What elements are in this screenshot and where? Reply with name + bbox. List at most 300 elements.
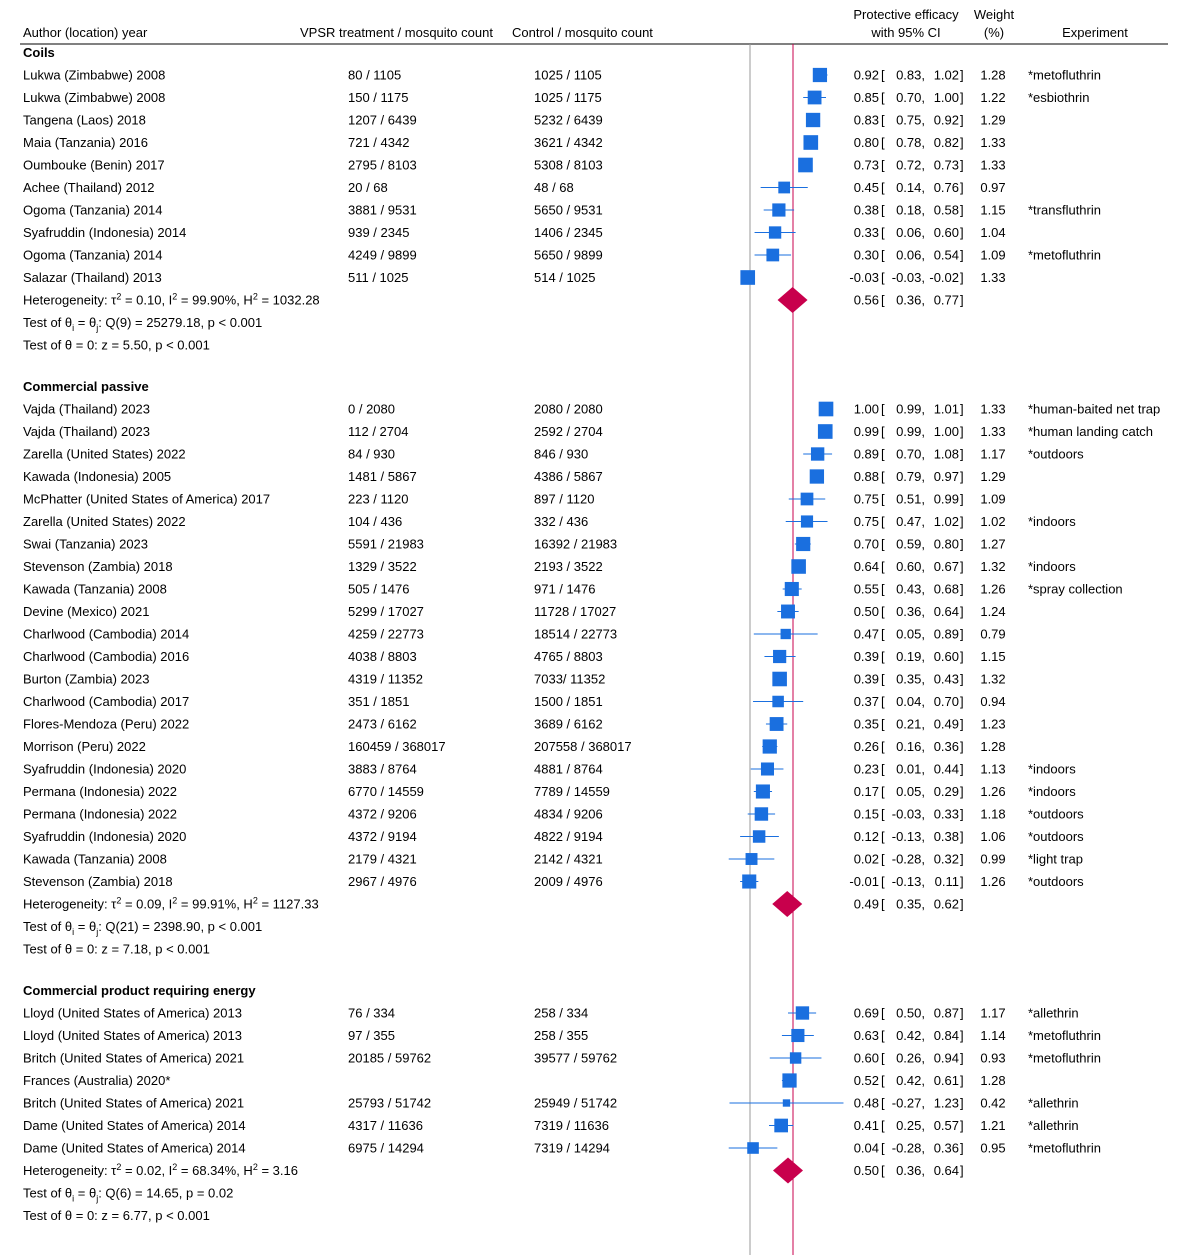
q-test-text: Test of $\theta_i = \theta_j$: Q(9) = 25279.18, p < 0.001 xyxy=(23,315,263,333)
header-effect-line2: with 95% CI xyxy=(871,25,941,40)
ci-lower: 0.14, xyxy=(896,180,925,195)
study-marker xyxy=(783,1099,790,1106)
ci-open-bracket: [ xyxy=(881,157,885,173)
study-row xyxy=(23,90,1089,105)
treatment-count: 76 / 334 xyxy=(348,1005,395,1021)
ci-close-bracket: ] xyxy=(960,491,964,507)
control-count: 207558 / 368017 xyxy=(534,739,632,754)
study-row xyxy=(23,694,1006,709)
study-ci xyxy=(854,469,964,484)
ci-close-bracket: ] xyxy=(960,514,964,529)
treatment-count: 25793 / 51742 xyxy=(348,1095,432,1111)
study-weight: 1.28 xyxy=(980,739,1006,754)
study-marker xyxy=(819,402,834,417)
ci-open-bracket: [ xyxy=(881,112,885,128)
study-ci xyxy=(849,270,963,285)
control-count: 4822 / 9194 xyxy=(534,829,603,844)
study-row xyxy=(23,1096,1079,1111)
ci-open-bracket: [ xyxy=(881,424,885,439)
control-count: 514 / 1025 xyxy=(534,270,596,285)
study-row xyxy=(23,514,1076,529)
ci-estimate: 0.12 xyxy=(853,829,879,844)
study-label: Tangena (Laos) 2018 xyxy=(23,112,146,128)
q-test-text: Test of $\theta_i = \theta_j$: Q(21) = 2398.90, p < 0.001 xyxy=(23,919,263,937)
study-marker xyxy=(740,270,755,285)
experiment-label: *indoors xyxy=(1028,761,1076,777)
study-label: Ogoma (Tanzania) 2014 xyxy=(23,247,163,263)
ci-upper: 0.61 xyxy=(933,1073,959,1088)
study-label: Kawada (Tanzania) 2008 xyxy=(23,581,167,597)
study-ci xyxy=(854,248,964,263)
ci-lower: 0.36, xyxy=(896,1163,925,1178)
ci-close-bracket: ] xyxy=(960,671,964,687)
treatment-count: 4372 / 9194 xyxy=(348,829,417,844)
study-row xyxy=(23,135,1006,150)
ci-open-bracket: [ xyxy=(881,90,885,105)
study-ci xyxy=(854,717,964,732)
z-test-text: Test of θ = 0: z = 5.50, p < 0.001 xyxy=(23,337,210,353)
study-label: Kawada (Indonesia) 2005 xyxy=(23,469,172,484)
study-ci xyxy=(854,203,964,218)
study-weight: 1.18 xyxy=(980,806,1006,822)
ci-estimate: 0.92 xyxy=(853,67,879,83)
control-count: 4881 / 8764 xyxy=(534,761,603,777)
study-row xyxy=(23,649,1006,664)
treatment-count: 5299 / 17027 xyxy=(348,604,424,619)
ci-close-bracket: ] xyxy=(960,424,964,439)
ci-estimate: 0.89 xyxy=(853,446,879,462)
experiment-label: *metofluthrin xyxy=(1028,247,1101,263)
ci-estimate: 0.63 xyxy=(853,1028,879,1043)
study-label: Charlwood (Cambodia) 2014 xyxy=(23,626,190,642)
ci-open-bracket: [ xyxy=(881,739,885,754)
study-row xyxy=(23,672,1006,687)
treatment-count: 511 / 1025 xyxy=(348,270,409,285)
treatment-count: 5591 / 21983 xyxy=(348,536,424,552)
treatment-count: 3881 / 9531 xyxy=(348,202,417,218)
study-weight: 1.06 xyxy=(980,829,1006,844)
study-label: Morrison (Peru) 2022 xyxy=(23,739,146,754)
ci-estimate: 0.39 xyxy=(853,671,879,687)
header-row xyxy=(20,7,1168,44)
ci-estimate: 0.75 xyxy=(853,514,879,529)
ci-upper: 0.94 xyxy=(933,1050,959,1066)
study-label: Stevenson (Zambia) 2018 xyxy=(23,559,173,574)
treatment-count: 6975 / 14294 xyxy=(348,1140,424,1156)
control-count: 16392 / 21983 xyxy=(534,536,618,552)
header-treatment: VPSR treatment / mosquito count xyxy=(300,25,493,40)
ci-open-bracket: [ xyxy=(881,626,885,642)
treatment-count: 223 / 1120 xyxy=(348,491,409,507)
study-weight: 1.29 xyxy=(980,112,1006,128)
group-title: Commercial product requiring energy xyxy=(23,983,256,998)
study-marker xyxy=(791,559,806,574)
treatment-count: 2473 / 6162 xyxy=(348,716,417,732)
ci-close-bracket: ] xyxy=(960,694,964,709)
ci-estimate: 0.56 xyxy=(853,292,879,308)
study-marker xyxy=(798,158,813,173)
ci-lower: 0.79, xyxy=(896,469,925,484)
ci-close-bracket: ] xyxy=(960,829,964,844)
ci-open-bracket: [ xyxy=(881,784,885,799)
ci-open-bracket: [ xyxy=(881,716,885,732)
ci-estimate: 0.99 xyxy=(853,424,879,439)
q-test-row xyxy=(23,919,262,937)
study-ci xyxy=(854,90,964,105)
ci-upper: 1.02 xyxy=(933,67,959,83)
study-label: Salazar (Thailand) 2013 xyxy=(23,270,162,285)
ci-open-bracket: [ xyxy=(881,806,885,822)
study-ci xyxy=(854,1141,964,1156)
ci-close-bracket: ] xyxy=(960,292,964,308)
treatment-count: 939 / 2345 xyxy=(348,225,410,240)
ci-upper: 0.76 xyxy=(933,180,959,195)
study-ci xyxy=(854,492,964,507)
study-row xyxy=(23,180,1006,195)
header-control: Control / mosquito count xyxy=(512,25,653,40)
ci-estimate: 0.49 xyxy=(853,896,879,912)
ci-upper: 0.44 xyxy=(933,761,959,777)
control-count: 4834 / 9206 xyxy=(534,806,603,822)
ci-upper: 0.97 xyxy=(933,469,959,484)
group-title: Commercial passive xyxy=(23,379,149,394)
ci-open-bracket: [ xyxy=(881,851,885,867)
ci-upper: 1.01 xyxy=(933,401,959,417)
ci-lower: 0.75, xyxy=(896,112,925,128)
study-ci xyxy=(854,829,964,844)
ci-close-bracket: ] xyxy=(960,67,964,83)
ci-upper: 0.82 xyxy=(933,135,959,150)
control-count: 39577 / 59762 xyxy=(534,1050,618,1066)
study-weight: 1.28 xyxy=(980,1073,1006,1088)
ci-lower: 0.78, xyxy=(896,135,925,150)
z-test-text: Test of θ = 0: z = 6.77, p < 0.001 xyxy=(23,1208,210,1223)
ci-upper: 0.60 xyxy=(933,225,959,240)
heterogeneity-row xyxy=(23,287,964,313)
z-test-text: Test of θ = 0: z = 7.18, p < 0.001 xyxy=(23,941,210,957)
ci-open-bracket: [ xyxy=(881,67,885,83)
ci-open-bracket: [ xyxy=(881,247,885,263)
experiment-label: *esbiothrin xyxy=(1028,90,1090,105)
ci-close-bracket: ] xyxy=(960,1163,964,1178)
treatment-count: 4319 / 11352 xyxy=(348,671,423,687)
experiment-label: *outdoors xyxy=(1028,446,1084,462)
treatment-count: 2795 / 8103 xyxy=(348,157,417,173)
study-label: Lukwa (Zimbabwe) 2008 xyxy=(23,67,166,83)
control-count: 7789 / 14559 xyxy=(534,784,610,799)
treatment-count: 3883 / 8764 xyxy=(348,761,417,777)
ci-lower: -0.28, xyxy=(891,1140,925,1156)
ci-close-bracket: ] xyxy=(960,896,964,912)
ci-lower: -0.13, xyxy=(891,874,925,889)
study-row xyxy=(23,203,1101,218)
ci-upper: -0.02 xyxy=(929,270,959,285)
study-ci xyxy=(854,1118,964,1133)
q-test-row xyxy=(23,1186,233,1204)
ci-open-bracket: [ xyxy=(881,581,885,597)
treatment-count: 2967 / 4976 xyxy=(348,874,417,889)
study-ci xyxy=(854,649,964,664)
study-weight: 1.09 xyxy=(980,491,1006,507)
control-count: 846 / 930 xyxy=(534,446,589,462)
ci-estimate: 0.80 xyxy=(853,135,879,150)
ci-close-bracket: ] xyxy=(960,135,964,150)
ci-open-bracket: [ xyxy=(881,536,885,552)
ci-estimate: 0.02 xyxy=(853,851,879,867)
ci-close-bracket: ] xyxy=(960,649,964,664)
ci-close-bracket: ] xyxy=(960,1095,964,1111)
control-count: 7033/ 11352 xyxy=(534,671,606,687)
ci-close-bracket: ] xyxy=(960,851,964,867)
ci-upper: 0.54 xyxy=(933,247,959,263)
ci-upper: 0.73 xyxy=(933,157,959,173)
experiment-label: *metofluthrin xyxy=(1028,67,1101,83)
ci-open-bracket: [ xyxy=(881,446,885,462)
ci-lower: 0.36, xyxy=(896,604,925,619)
control-count: 5308 / 8103 xyxy=(534,157,603,173)
ci-open-bracket: [ xyxy=(881,649,885,664)
ci-upper: 0.64 xyxy=(933,604,959,619)
ci-open-bracket: [ xyxy=(881,292,885,308)
study-marker xyxy=(778,182,790,194)
ci-open-bracket: [ xyxy=(881,180,885,195)
study-weight: 0.93 xyxy=(980,1050,1006,1066)
experiment-label: *light trap xyxy=(1028,851,1083,867)
treatment-count: 351 / 1851 xyxy=(348,694,410,709)
study-weight: 0.97 xyxy=(980,180,1006,195)
ci-lower: 0.16, xyxy=(896,739,925,754)
header-experiment: Experiment xyxy=(1062,25,1128,40)
study-label: Syafruddin (Indonesia) 2020 xyxy=(23,829,187,844)
study-marker xyxy=(796,1006,809,1019)
ci-close-bracket: ] xyxy=(960,1028,964,1043)
ci-upper: 0.70 xyxy=(933,694,959,709)
control-count: 4765 / 8803 xyxy=(534,649,603,664)
study-weight: 1.26 xyxy=(980,784,1006,799)
heterogeneity-row xyxy=(23,891,964,917)
ci-estimate: 0.37 xyxy=(853,694,879,709)
study-weight: 0.79 xyxy=(980,626,1006,642)
ci-upper: 1.00 xyxy=(933,90,959,105)
study-weight: 1.09 xyxy=(980,247,1006,263)
ci-open-bracket: [ xyxy=(881,401,885,417)
treatment-count: 0 / 2080 xyxy=(348,401,395,417)
control-count: 5232 / 6439 xyxy=(534,112,603,128)
study-label: Britch (United States of America) 2021 xyxy=(23,1095,245,1111)
ci-upper: 0.36 xyxy=(933,739,959,754)
treatment-count: 505 / 1476 xyxy=(348,581,410,597)
study-weight: 1.13 xyxy=(980,761,1006,777)
study-ci xyxy=(854,807,964,822)
experiment-label: *metofluthrin xyxy=(1028,1140,1101,1156)
study-marker xyxy=(742,874,756,888)
study-label: Vajda (Thailand) 2023 xyxy=(23,401,150,417)
heterogeneity-row xyxy=(23,1158,964,1184)
control-count: 897 / 1120 xyxy=(534,491,595,507)
study-label: Flores-Mendoza (Peru) 2022 xyxy=(23,716,190,732)
study-marker xyxy=(782,1073,796,1087)
ci-lower: 0.72, xyxy=(896,157,925,173)
ci-upper: 0.29 xyxy=(933,784,959,799)
control-count: 4386 / 5867 xyxy=(534,469,603,484)
ci-lower: 0.83, xyxy=(896,67,925,83)
ci-upper: 0.80 xyxy=(933,536,959,552)
ci-open-bracket: [ xyxy=(881,1095,885,1111)
study-label: Stevenson (Zambia) 2018 xyxy=(23,874,173,889)
ci-open-bracket: [ xyxy=(881,514,885,529)
control-count: 332 / 436 xyxy=(534,514,589,529)
study-ci xyxy=(849,874,963,889)
ci-lower: 0.42, xyxy=(896,1073,925,1088)
ci-estimate: 0.23 xyxy=(853,761,879,777)
study-label: Devine (Mexico) 2021 xyxy=(23,604,150,619)
treatment-count: 2179 / 4321 xyxy=(348,851,417,867)
ci-close-bracket: ] xyxy=(960,874,964,889)
ci-close-bracket: ] xyxy=(960,581,964,597)
study-label: Lloyd (United States of America) 2013 xyxy=(23,1028,242,1043)
treatment-count: 721 / 4342 xyxy=(348,135,410,150)
study-ci xyxy=(854,402,964,417)
ci-lower: 0.36, xyxy=(896,292,925,308)
ci-lower: 0.04, xyxy=(896,694,925,709)
ci-close-bracket: ] xyxy=(960,626,964,642)
experiment-label: *allethrin xyxy=(1028,1118,1079,1133)
ci-close-bracket: ] xyxy=(960,1050,964,1066)
ci-close-bracket: ] xyxy=(960,806,964,822)
study-ci xyxy=(854,559,964,574)
ci-upper: 0.67 xyxy=(933,559,959,574)
study-marker xyxy=(761,762,774,775)
heterogeneity-text: Heterogeneity: $\tau^2 = 0.10$, $I^2 = 99.90\%$, $H^2 = 1032.28$ xyxy=(23,291,320,308)
study-marker xyxy=(806,113,820,127)
ci-open-bracket: [ xyxy=(881,559,885,574)
control-count: 971 / 1476 xyxy=(534,581,596,597)
ci-close-bracket: ] xyxy=(960,225,964,240)
ci-open-bracket: [ xyxy=(881,225,885,240)
study-weight: 1.33 xyxy=(980,135,1006,150)
treatment-count: 104 / 436 xyxy=(348,514,403,529)
ci-close-bracket: ] xyxy=(960,270,964,285)
study-weight: 1.27 xyxy=(980,536,1006,552)
study-ci xyxy=(854,68,964,83)
ci-estimate: 0.15 xyxy=(853,806,879,822)
control-count: 25949 / 51742 xyxy=(534,1095,618,1111)
study-ci xyxy=(854,514,964,529)
study-label: Charlwood (Cambodia) 2017 xyxy=(23,694,190,709)
study-row xyxy=(23,1141,1101,1156)
ci-open-bracket: [ xyxy=(881,1140,885,1156)
experiment-label: *metofluthrin xyxy=(1028,1028,1101,1043)
ci-lower: -0.13, xyxy=(891,829,925,844)
ci-open-bracket: [ xyxy=(881,1118,885,1133)
study-row xyxy=(23,447,1084,462)
study-ci xyxy=(854,627,964,642)
study-marker xyxy=(781,629,791,639)
ci-estimate: 0.69 xyxy=(853,1005,879,1021)
ci-estimate: 0.35 xyxy=(853,716,879,732)
study-ci xyxy=(854,739,964,754)
study-row xyxy=(23,225,1006,240)
pooled-diamond xyxy=(778,287,808,313)
study-marker xyxy=(796,537,810,551)
study-row xyxy=(23,537,1006,552)
study-marker xyxy=(769,226,781,238)
ci-lower: -0.03, xyxy=(891,806,925,822)
experiment-label: *indoors xyxy=(1028,514,1076,529)
study-label: Burton (Zambia) 2023 xyxy=(23,671,150,687)
ci-estimate: 0.41 xyxy=(853,1118,879,1133)
control-count: 1406 / 2345 xyxy=(534,225,603,240)
pooled-ci xyxy=(854,897,964,912)
control-count: 1500 / 1851 xyxy=(534,694,603,709)
ci-upper: 0.87 xyxy=(933,1005,959,1021)
study-weight: 1.33 xyxy=(980,270,1006,285)
study-row xyxy=(23,158,1006,173)
study-label: Oumbouke (Benin) 2017 xyxy=(23,157,165,173)
study-ci xyxy=(854,1006,964,1021)
study-weight: 1.32 xyxy=(980,559,1006,574)
group-1 xyxy=(23,379,1160,957)
study-marker xyxy=(803,135,818,150)
ci-close-bracket: ] xyxy=(960,716,964,732)
ci-estimate: 0.85 xyxy=(853,90,879,105)
control-count: 3621 / 4342 xyxy=(534,135,603,150)
group-title: Coils xyxy=(23,45,55,60)
study-label: Zarella (United States) 2022 xyxy=(23,446,186,462)
treatment-count: 4038 / 8803 xyxy=(348,649,417,664)
study-row xyxy=(23,627,1006,642)
study-label: Lloyd (United States of America) 2013 xyxy=(23,1005,242,1021)
ci-upper: 0.49 xyxy=(933,716,959,732)
study-row xyxy=(23,113,1006,128)
study-row xyxy=(23,717,1006,732)
study-marker xyxy=(766,249,779,262)
study-marker xyxy=(810,469,824,483)
study-weight: 1.04 xyxy=(980,225,1006,240)
heterogeneity-text: Heterogeneity: $\tau^2 = 0.09$, $I^2 = 99.91\%$, $H^2 = 1127.33$ xyxy=(23,895,319,912)
study-label: Vajda (Thailand) 2023 xyxy=(23,424,150,439)
study-marker xyxy=(755,807,768,820)
study-marker xyxy=(772,203,785,216)
control-count: 258 / 355 xyxy=(534,1028,589,1043)
ci-upper: 0.84 xyxy=(933,1028,959,1043)
ci-close-bracket: ] xyxy=(960,1118,964,1133)
ci-open-bracket: [ xyxy=(881,694,885,709)
ci-upper: 0.58 xyxy=(933,202,959,218)
ci-close-bracket: ] xyxy=(960,1073,964,1088)
study-marker xyxy=(781,605,795,619)
header-study: Author (location) year xyxy=(23,25,148,40)
study-row xyxy=(23,402,1160,417)
ci-open-bracket: [ xyxy=(881,671,885,687)
study-weight: 1.02 xyxy=(980,514,1006,529)
ci-lower: 0.99, xyxy=(896,401,925,417)
control-count: 2142 / 4321 xyxy=(534,851,603,867)
ci-upper: 0.57 xyxy=(933,1118,959,1133)
ci-close-bracket: ] xyxy=(960,1140,964,1156)
ci-close-bracket: ] xyxy=(960,90,964,105)
ci-upper: 0.43 xyxy=(933,671,959,687)
header-effect-line1: Protective efficacy xyxy=(853,7,959,22)
pooled-ci xyxy=(854,293,964,308)
study-weight: 1.15 xyxy=(980,202,1006,218)
ci-estimate: 0.50 xyxy=(853,1163,879,1178)
study-weight: 1.22 xyxy=(980,90,1006,105)
ci-open-bracket: [ xyxy=(881,874,885,889)
study-weight: 0.42 xyxy=(980,1095,1006,1111)
experiment-label: *outdoors xyxy=(1028,806,1084,822)
ci-lower: 0.35, xyxy=(896,896,925,912)
